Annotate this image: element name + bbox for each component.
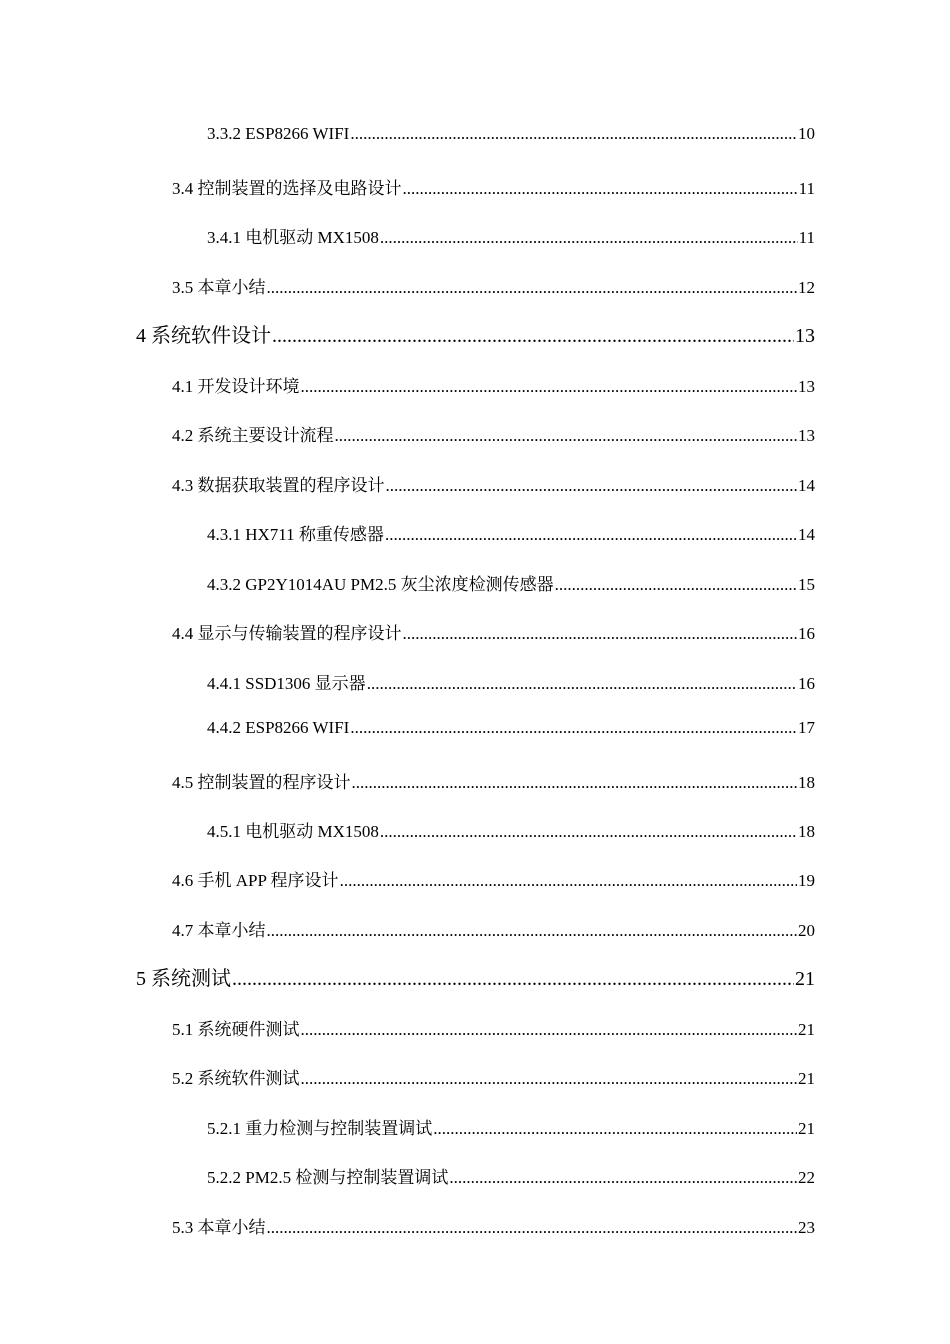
toc-page-number: 23 <box>798 1218 815 1237</box>
toc-entry-title: 4.4 显示与传输装置的程序设计 <box>172 624 402 643</box>
toc-entry-title: 4.3.2 GP2Y1014AU PM2.5 灰尘浓度检测传感器 <box>207 575 554 594</box>
toc-entry-title: 5 系统测试 <box>136 968 231 990</box>
toc-entry-3-3-2[interactable] <box>207 124 815 144</box>
toc-entry-4-6[interactable] <box>172 866 815 891</box>
dot-leader <box>335 426 798 446</box>
toc-entry-title: 5.3 本章小结 <box>172 1218 266 1237</box>
toc-entry-5-2[interactable] <box>172 1064 815 1089</box>
dot-leader <box>267 921 798 941</box>
toc-entry-title: 4.5.1 电机驱动 MX1508 <box>207 822 379 841</box>
toc-page-number: 16 <box>798 674 815 693</box>
dot-leader <box>350 718 797 738</box>
toc-page-number: 11 <box>798 228 815 247</box>
toc-entry-title: 4.6 手机 APP 程序设计 <box>172 871 339 890</box>
toc-page-number: 21 <box>798 1069 815 1088</box>
toc-page-number: 11 <box>798 179 815 198</box>
dot-leader <box>301 1069 798 1089</box>
dot-leader <box>449 1168 797 1188</box>
dot-leader <box>367 674 797 694</box>
dot-leader <box>350 124 797 144</box>
dot-leader <box>340 871 797 891</box>
toc-entry-title: 3.4 控制装置的选择及电路设计 <box>172 179 402 198</box>
toc-entry-4-4-1[interactable] <box>207 669 815 694</box>
toc-page-number: 21 <box>798 1020 815 1039</box>
toc-page-number: 21 <box>798 1119 815 1138</box>
toc-entry-4-7[interactable] <box>172 916 815 941</box>
toc-entry-chapter-4[interactable] <box>136 319 815 348</box>
toc-entry-title: 5.2 系统软件测试 <box>172 1069 300 1088</box>
dot-leader <box>267 1218 798 1238</box>
toc-page-number: 14 <box>798 476 815 495</box>
toc-entry-5-1[interactable] <box>172 1015 815 1040</box>
toc-entry-title: 4 系统软件设计 <box>136 325 271 347</box>
toc-entry-chapter-5[interactable] <box>136 962 815 991</box>
toc-entry-title: 5.2.2 PM2.5 检测与控制装置调试 <box>207 1168 449 1187</box>
dot-leader <box>385 525 797 545</box>
toc-page-number: 13 <box>798 377 815 396</box>
toc-entry-4-5[interactable] <box>172 768 815 793</box>
dot-leader <box>433 1119 797 1139</box>
toc-entry-3-5[interactable] <box>172 273 815 298</box>
dot-leader <box>272 325 794 348</box>
toc-entry-title: 4.7 本章小结 <box>172 921 266 940</box>
toc-page-number: 15 <box>798 575 815 594</box>
toc-entry-3-4[interactable] <box>172 174 815 199</box>
toc-entry-4-4[interactable] <box>172 619 815 644</box>
toc-page-number: 20 <box>798 921 815 940</box>
toc-entry-4-5-1[interactable] <box>207 817 815 842</box>
toc-entry-title: 4.2 系统主要设计流程 <box>172 426 334 445</box>
toc-entry-4-4-2[interactable] <box>207 718 815 738</box>
dot-leader <box>352 773 798 793</box>
dot-leader <box>301 1020 798 1040</box>
toc-page-number: 22 <box>798 1168 815 1187</box>
toc-entry-5-2-1[interactable] <box>207 1114 815 1139</box>
toc-entry-title: 4.3 数据获取装置的程序设计 <box>172 476 385 495</box>
toc-entry-5-3[interactable] <box>172 1213 815 1238</box>
toc-entry-title: 4.4.1 SSD1306 显示器 <box>207 674 366 693</box>
toc-entry-title: 4.4.2 ESP8266 WIFI <box>207 718 350 737</box>
dot-leader <box>403 624 798 644</box>
dot-leader <box>386 476 798 496</box>
toc-page-number: 18 <box>798 773 815 792</box>
toc-entry-4-3-1[interactable] <box>207 520 815 545</box>
toc-page-number: 12 <box>798 278 815 297</box>
toc-page-number: 18 <box>798 822 815 841</box>
toc-page-number: 16 <box>798 624 815 643</box>
toc-entry-title: 5.2.1 重力检测与控制装置调试 <box>207 1119 433 1138</box>
toc-entry-title: 4.3.1 HX711 称重传感器 <box>207 525 384 544</box>
dot-leader <box>232 968 794 991</box>
dot-leader <box>267 278 798 298</box>
toc-page-number: 14 <box>798 525 815 544</box>
toc-entry-title: 4.1 开发设计环境 <box>172 377 300 396</box>
toc-entry-title: 5.1 系统硬件测试 <box>172 1020 300 1039</box>
toc-page-number: 13 <box>798 426 815 445</box>
toc-entry-3-4-1[interactable] <box>207 223 815 248</box>
dot-leader <box>301 377 798 397</box>
toc-entry-5-2-2[interactable] <box>207 1163 815 1188</box>
toc-entry-4-1[interactable] <box>172 372 815 397</box>
toc-entry-4-2[interactable] <box>172 421 815 446</box>
toc-page-number: 21 <box>795 968 815 990</box>
dot-leader <box>403 179 798 199</box>
toc-entry-title: 3.3.2 ESP8266 WIFI <box>207 124 350 143</box>
toc-entry-title: 4.5 控制装置的程序设计 <box>172 773 351 792</box>
toc-page-number: 19 <box>798 871 815 890</box>
toc-page-number: 10 <box>798 124 815 143</box>
toc-entry-4-3-2[interactable] <box>207 570 815 595</box>
dot-leader <box>380 228 798 248</box>
toc-entry-title: 3.4.1 电机驱动 MX1508 <box>207 228 379 247</box>
toc-entry-4-3[interactable] <box>172 471 815 496</box>
dot-leader <box>555 575 797 595</box>
toc-page-number: 13 <box>795 325 815 347</box>
toc-entry-title: 3.5 本章小结 <box>172 278 266 297</box>
dot-leader <box>380 822 797 842</box>
toc-page-number: 17 <box>798 718 815 737</box>
